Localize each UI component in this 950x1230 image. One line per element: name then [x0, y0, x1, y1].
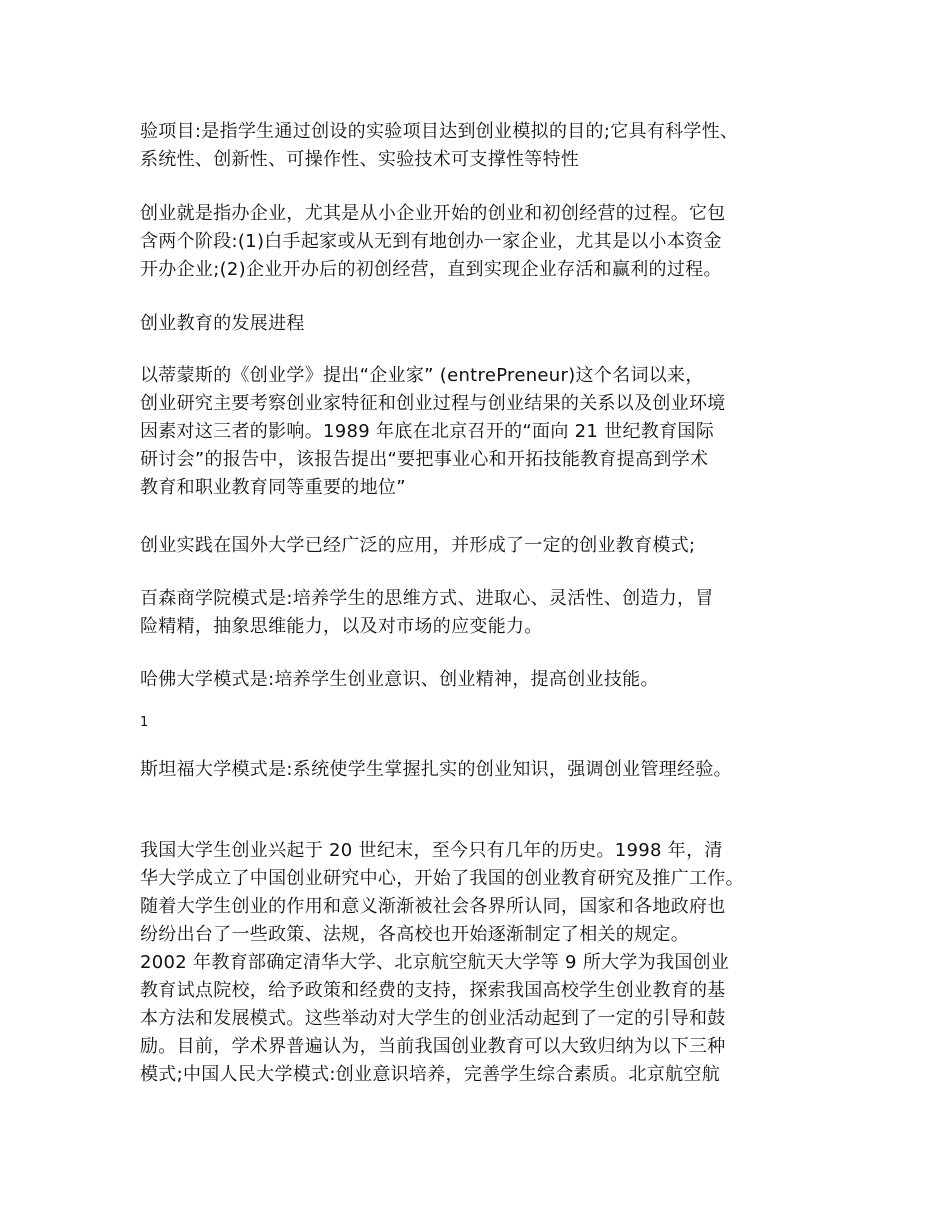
paragraph-experiment-project	[140, 118, 830, 174]
paragraph-timmons	[140, 362, 830, 502]
text-line: 斯坦福大学模式是:系统使学生掌握扎实的创业知识，强调创业管理经验。	[140, 759, 732, 780]
paragraph-babson-model	[140, 585, 830, 641]
text-line: 我国大学生创业兴起于 20 世纪末，至今只有几年的历史。1998 年，清	[140, 840, 723, 861]
text-line: 1	[140, 715, 149, 730]
text-line: 验项目:是指学生通过创设的实验项目达到创业模拟的目的;它具有科学性、	[140, 121, 739, 142]
text-line: 哈佛大学模式是:培养学生创业意识、创业精神，提高创业技能。	[140, 669, 659, 690]
text-line: 以蒂蒙斯的《创业学》提出“企业家” (entrePreneur)这个名词以来，	[140, 365, 704, 386]
text-line: 系统性、创新性、可操作性、实验技术可支撑性等特性	[140, 149, 580, 170]
text-line: 开办企业;(2)企业开办后的初创经营，直到实现企业存活和赢利的过程。	[140, 259, 722, 280]
text-line: 纷纷出台了一些政策、法规，各高校也开始逐渐制定了相关的规定。	[140, 924, 689, 945]
paragraph-stanford-model	[140, 756, 830, 784]
text-line: 创业实践在国外大学已经广泛的应用，并形成了一定的创业教育模式;	[140, 535, 696, 556]
text-line: 险精精，抽象思维能力，以及对市场的应变能力。	[140, 616, 543, 637]
text-line: 本方法和发展模式。这些举动对大学生的创业活动起到了一定的引导和鼓	[140, 1008, 726, 1029]
text-line: 随着大学生创业的作用和意义渐渐被社会各界所认同，国家和各地政府也	[140, 896, 726, 917]
text-line: 创业教育的发展进程	[140, 313, 305, 334]
text-line: 教育和职业教育同等重要的地位”	[140, 477, 406, 498]
text-line: 因素对这三者的影响。1989 年底在北京召开的“面向 21 世纪教育国际	[140, 421, 714, 442]
section-heading	[140, 310, 830, 338]
text-line: 创业研究主要考察创业家特征和创业过程与创业结果的关系以及创业环境	[140, 393, 726, 414]
text-line: 研讨会”的报告中，该报告提出“要把事业心和开拓技能教育提高到学术	[140, 449, 709, 470]
text-line: 模式;中国人民大学模式:创业意识培养，完善学生综合素质。北京航空航	[140, 1064, 721, 1085]
text-line: 教育试点院校，给予政策和经费的支持，探索我国高校学生创业教育的基	[140, 980, 726, 1001]
text-line: 华大学成立了中国创业研究中心，开始了我国的创业教育研究及推广工作。	[140, 868, 744, 889]
text-line: 含两个阶段:(1)白手起家或从无到有地创办一家企业，尤其是以小本资金	[140, 231, 722, 252]
text-line: 2002 年教育部确定清华大学、北京航空航天大学等 9 所大学为我国创业	[140, 952, 730, 973]
text-line: 创业就是指办企业，尤其是从小企业开始的创业和初创经营的过程。它包	[140, 203, 726, 224]
page-number	[140, 713, 830, 733]
text-line: 励。目前，学术界普遍认为，当前我国创业教育可以大致归纳为以下三种	[140, 1036, 726, 1057]
paragraph-foreign-practice	[140, 532, 830, 560]
paragraph-china-history	[140, 837, 830, 1089]
text-line: 百森商学院模式是:培养学生的思维方式、进取心、灵活性、创造力，冒	[140, 588, 714, 609]
paragraph-harvard-model	[140, 666, 830, 694]
paragraph-entrepreneurship-definition	[140, 200, 830, 284]
